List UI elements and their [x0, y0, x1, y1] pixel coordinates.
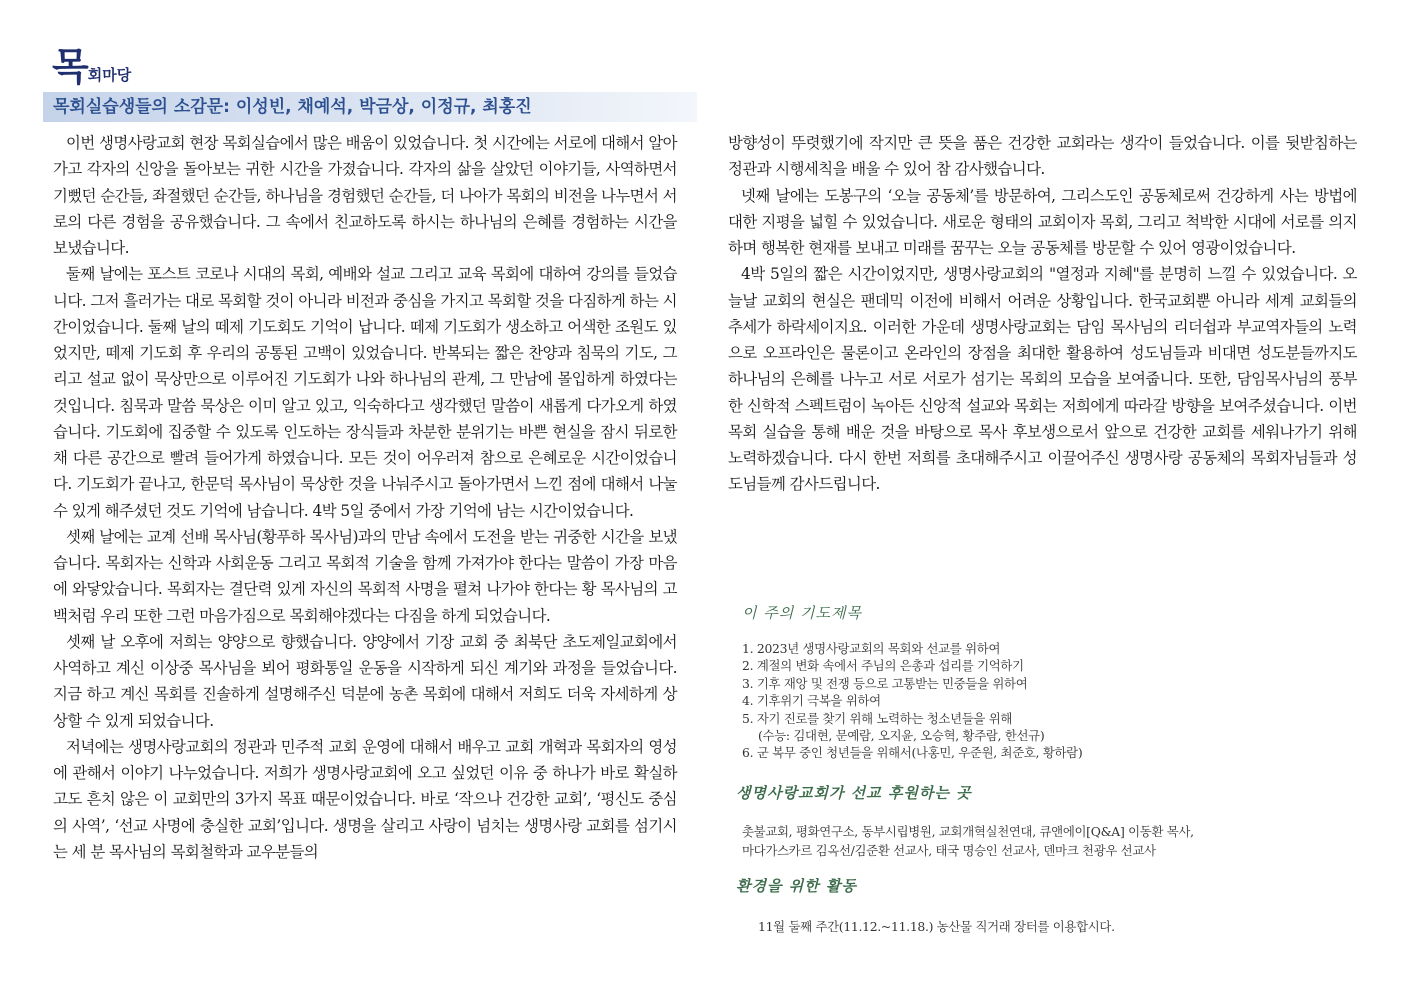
paragraph-closing: 4박 5일의 짧은 시간이었지만, 생명사랑교회의 "열정과 지혜"를 분명히 느낄 수 있었습니다. 오늘날 교회의 현실은 팬데믹 이전에 비해서 어려운 상황입니다. 한국교회뿐 아니라 세계 교회들의 추세가 하락세이지요. 이러한 가운데 생명사랑교회는 담임 목사님의 리더쉽과 부교역자들의 노력으로 오프라인은 물론이고 온라인의 장점을 최대한 활용하여 성도님들과 비대면 성도분들까지도 하나님의 은혜를 나누고 서로 서로가 섬기는 목회의 모습을 보여줍니다. 또한, 담임목사님의 풍부한 신학적 스펙트럼이 녹아든 신앙적 설교와 목회는 저희에게 따라갈 방향을 보여주셨습니다. 이번 목회 실습을 통해 배운 것을 바탕으로 목사 후보생으로서 앞으로 건강한 교회를 세워나가기 위해 노력하겠습니다. 다시 한번 저희를 초대해주시고 이끌어주신 생명사랑 공동체의 목회자님들과 성도님들께 감사드립니다. [728, 265, 1357, 494]
paragraph-evening: 저녁에는 생명사랑교회의 정관과 민주적 교회 운영에 대해서 배우고 교회 개혁과 목회자의 영성에 관해서 이야기 나누었습니다. 저희가 생명사랑교회에 오고 싶었던 이유 중 하나가 바로 확실하고도 흔치 않은 이 교회만의 3가지 목표 때문이었습니다. 바로 ‘작으나 건강한 교회’, ‘평신도 중심의 사역’, ‘선교 사명에 충실한 교회’입니다. 생명을 살리고 사랑이 넘치는 생명사랑 교회를 섬기시는 세 분 목사님의 목회철학과 교우분들의 [53, 737, 677, 861]
logo-subtitle: 회마당 [87, 66, 132, 84]
mission-line: 마다가스카르 김옥선/김준환 선교사, 태국 명승인 선교사, 덴마크 천광우 선교사 [742, 843, 1156, 858]
prayer-item: 5. 자기 진로를 찾기 위해 노력하는 청소년들을 위해 [742, 710, 1013, 726]
environment-text: 11월 둘째 주간(11.12.~11.18.) 농산물 직거래 장터를 이용합시다. [758, 919, 1115, 934]
mission-line: 촛불교회, 평화연구소, 동부시립병원, 교회개혁실천연대, 큐앤에이[Q&A] 이동환 목사, [742, 824, 1194, 839]
page-title: 목회실습생들의 소감문: 이성빈, 채예석, 박금상, 이정규, 최홍진 [53, 97, 532, 117]
mission-heading: 생명사랑교회가 선교 후원하는 곳 [736, 784, 972, 802]
environment-heading: 환경을 위한 활동 [736, 877, 857, 895]
prayer-item: 2. 계절의 변화 속에서 주님의 은총과 섭리를 기억하기 [742, 658, 1024, 674]
prayer-list [742, 640, 1082, 762]
prayer-item-sub: (수능: 김대현, 문예람, 오지윤, 오승혁, 황주람, 한선규) [758, 728, 1045, 744]
prayer-item: 4. 기후위기 극복을 위하여 [742, 693, 881, 709]
logo-main-character: 목 [52, 44, 87, 89]
bulletin-logo [52, 44, 131, 90]
paragraph-continuation: 방향성이 뚜렷했기에 작지만 큰 뜻을 품은 건강한 교회라는 생각이 들었습니다. 이를 뒷받침하는 정관과 시행세칙을 배울 수 있어 참 감사했습니다. [728, 134, 1357, 179]
paragraph-third-day-afternoon: 셋째 날 오후에 저희는 양양으로 향했습니다. 양양에서 기장 교회 중 최북단 초도제일교회에서 사역하고 계신 이상중 목사님을 뵈어 평화통일 운동을 시작하게 되신 계기와 과정을 들었습니다. 지금 하고 계신 목회를 진솔하게 설명해주신 덕분에 농촌 목회에 대해서 저희도 더욱 자세하게 상상할 수 있게 되었습니다. [53, 632, 677, 730]
prayer-item: 6. 군 복무 중인 청년들을 위해서(나홍민, 우준원, 최준호, 황하람) [742, 745, 1083, 761]
paragraph-first-day: 이번 생명사랑교회 현장 목회실습에서 많은 배움이 있었습니다. 첫 시간에는 서로에 대해서 알아가고 각자의 신앙을 돌아보는 귀한 시간을 가졌습니다. 각자의 삶을 살았던 이야기들, 사역하면서 기뻤던 순간들, 좌절했던 순간들, 하나님을 경험했던 순간들, 더 나아가 목회의 비전을 나누면서 서로의 다른 경험을 공유했습니다. 그 속에서 친교하도록 하시는 하나님의 은혜를 경험하는 시간을 보냈습니다. [53, 134, 677, 257]
paragraph-third-day: 셋째 날에는 교계 선배 목사님(황푸하 목사님)과의 만남 속에서 도전을 받는 귀중한 시간을 보냈습니다. 목회자는 신학과 사회운동 그리고 목회적 기술을 함께 가져가야 한다는 말씀이 가장 마음에 와닿았습니다. 목회자는 결단력 있게 자신의 목회적 사명을 펼쳐 나가야 한다는 황 목사님의 고백처럼 우리 또한 그런 마음가짐으로 목회해야겠다는 다짐을 하게 되었습니다. [53, 527, 677, 625]
left-column [53, 130, 677, 865]
paragraph-fourth-day: 넷째 날에는 도봉구의 ‘오늘 공동체’를 방문하여, 그리스도인 공동체로써 건강하게 사는 방법에 대한 지평을 넓힐 수 있었습니다. 새로운 형태의 교회이자 목회, 그리고 척박한 시대에 서로를 의지하며 행복한 현재를 보내고 미래를 꿈꾸는 오늘 공동체를 방문할 수 있어 영광이었습니다. [728, 186, 1357, 257]
prayer-item: 1. 2023년 생명사랑교회의 목회와 선교를 위하여 [742, 641, 1001, 656]
prayer-heading: 이 주의 기도제목 [742, 604, 862, 622]
prayer-item: 3. 기후 재앙 및 전쟁 등으로 고통받는 민중들을 위하여 [742, 675, 1028, 691]
paragraph-second-day: 둘째 날에는 포스트 코로나 시대의 목회, 예배와 설교 그리고 교육 목회에 대하여 강의를 들었습니다. 그저 흘러가는 대로 목회할 것이 아니라 비전과 중심을 가지고 목회할 것을 다짐하게 하는 시간이었습니다. 둘째 날의 떼제 기도회도 기억이 납니다. 떼제 기도회가 생소하고 어색한 조원도 있었지만, 떼제 기도회 후 우리의 공통된 고백이 있었습니다. 반복되는 짧은 찬양과 침묵의 기도, 그리고 설교 없이 묵상만으로 이루어진 기도회가 나와 하나님의 관계, 그 만남에 몰입하게 하였다는 것입니다. 침묵과 말씀 묵상은 이미 알고 있고, 익숙하다고 생각했던 말씀이 새롭게 다가오게 하였습니다. 기도회에 집중할 수 있도록 인도하는 장식들과 차분한 분위기는 바쁜 현실을 잠시 뒤로한 채 다른 공간으로 빨려 들어가게 하였습니다. 모든 것이 어우러져 참으로 은혜로운 시간이었습니다. 기도회가 끝나고, 한문덕 목사님이 묵상한 것을 나눠주시고 돌아가면서 느낀 점에 대해서 나눌 수 있게 해주셨던 것도 기억에 남습니다. 4박 5일 중에서 가장 기억에 남는 시간이었습니다. [53, 265, 677, 520]
right-column [728, 130, 1357, 498]
mission-list [742, 822, 1194, 860]
